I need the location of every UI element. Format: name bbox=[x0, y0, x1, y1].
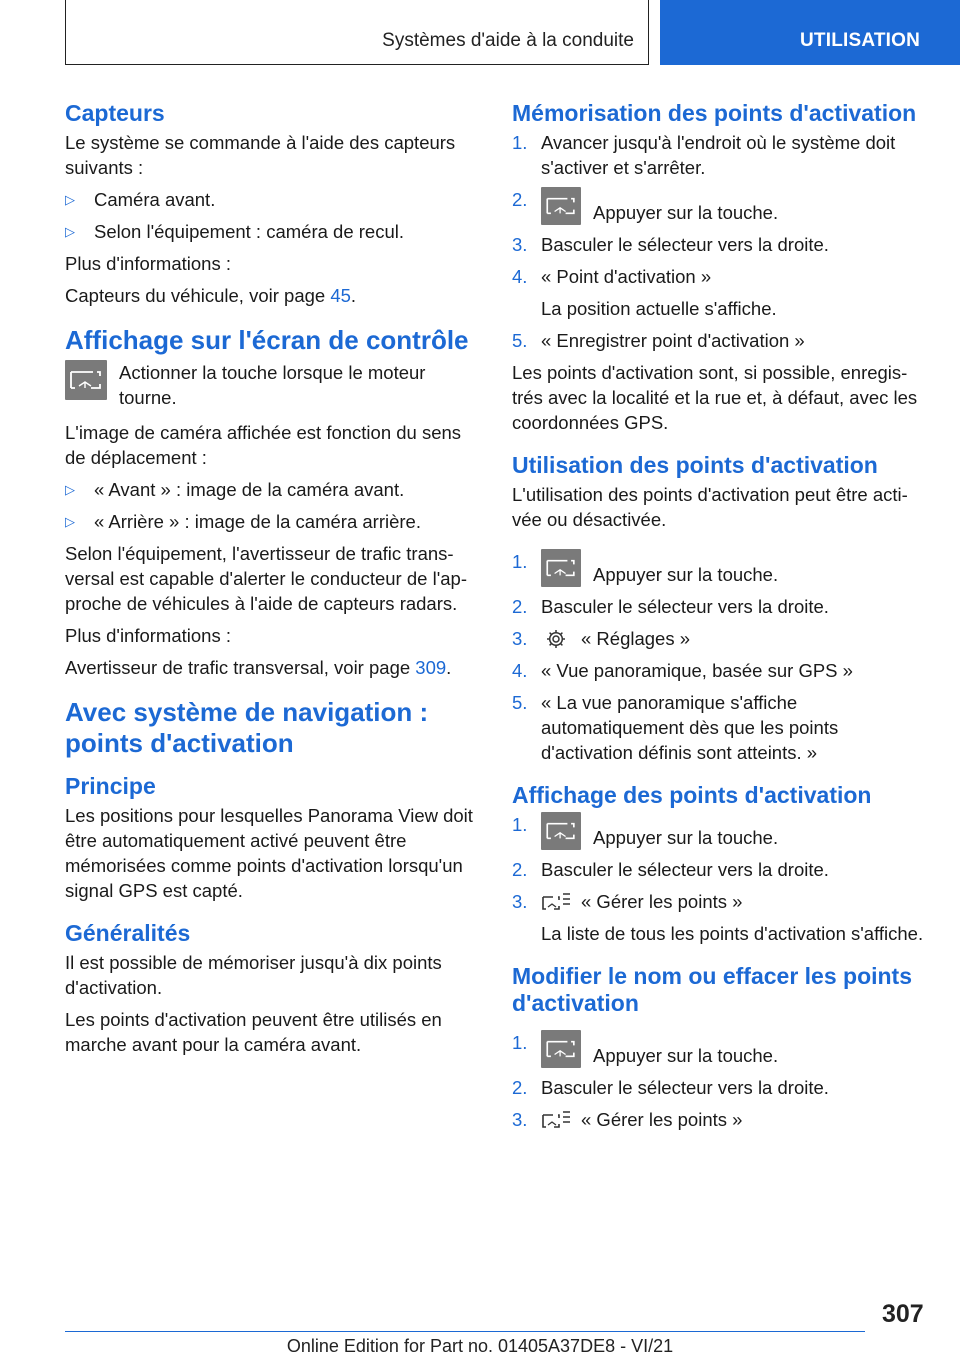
camera-button-icon bbox=[541, 1030, 581, 1068]
step-text: Basculer le sélecteur vers la droite. bbox=[541, 596, 829, 617]
step-number: 4. bbox=[512, 266, 528, 287]
right-column bbox=[512, 100, 930, 1139]
page-link-309[interactable]: 309 bbox=[415, 657, 447, 678]
generalites-p2: Les points d'activation peuvent être utilisés en marche avant pour la caméra avant. bbox=[65, 1009, 442, 1055]
capteurs-bullet bbox=[65, 219, 483, 244]
affichage-points-title: Affichage des points d'activation bbox=[512, 782, 872, 808]
step bbox=[512, 626, 930, 651]
header-chapter-title: UTILISATION bbox=[800, 30, 921, 51]
header-chapter-tab bbox=[660, 0, 960, 65]
memorisation-title: Mémorisation des points d'activation bbox=[512, 100, 917, 126]
affichage-reference bbox=[65, 655, 483, 680]
modifier-title: Modifier le nom ou effacer les points d'activation bbox=[512, 963, 913, 1016]
step-text: Avancer jusqu'à l'endroit où le système doit s'activer et s'arrêter. bbox=[541, 132, 896, 178]
capteurs-bullet bbox=[65, 187, 483, 212]
step bbox=[512, 1030, 930, 1068]
left-column bbox=[65, 100, 483, 1064]
step bbox=[512, 1075, 930, 1100]
reference-end: . bbox=[350, 285, 357, 306]
step-number: 1. bbox=[512, 551, 528, 572]
step-number: 2. bbox=[512, 189, 528, 210]
reference-text: Capteurs du véhicule, voir page bbox=[65, 285, 331, 306]
step bbox=[512, 658, 930, 683]
affichage-more: Plus d'informations : bbox=[65, 625, 231, 646]
utilisation-title: Utilisation des points d'activation bbox=[512, 452, 878, 478]
reference-end: . bbox=[446, 657, 452, 678]
utilisation-intro: L'utilisation des points d'activation peut être activée ou désactivée. bbox=[512, 484, 908, 530]
step bbox=[512, 232, 930, 257]
bullet-text: Selon l'équipement : caméra de recul. bbox=[94, 221, 404, 242]
header-section-title: Systèmes d'aide à la conduite bbox=[382, 30, 634, 51]
step bbox=[512, 264, 930, 289]
step-number: 1. bbox=[512, 1032, 528, 1053]
step bbox=[512, 889, 930, 914]
step-text: « Gérer les points » bbox=[581, 891, 743, 912]
affichage-p1: L'image de caméra affichée est fonction du sens de déplacement : bbox=[65, 422, 462, 468]
step-text: Basculer le sélecteur vers la droite. bbox=[541, 1077, 829, 1098]
camera-button-icon bbox=[541, 812, 581, 850]
step bbox=[512, 690, 930, 765]
step-text: « Vue panoramique, basée sur GPS » bbox=[541, 660, 853, 681]
page-link-45[interactable]: 45 bbox=[330, 285, 351, 306]
step-number: 3. bbox=[512, 891, 528, 912]
bullet-text: Caméra avant. bbox=[94, 189, 216, 210]
triangle-bullet-icon: ▷ bbox=[65, 482, 75, 497]
capteurs-reference bbox=[65, 283, 483, 308]
header-section-box bbox=[65, 0, 649, 65]
step-text: « La vue panoramique s'affiche automatiquement dès que les points d'activation définis sont atteints. » bbox=[541, 692, 839, 763]
principe-title: Principe bbox=[65, 773, 156, 799]
footer-edition: Online Edition for Part no. 01405A37DE8 - VI/21 bbox=[286, 1336, 674, 1356]
step bbox=[512, 594, 930, 619]
capteurs-intro: Le système se commande à l'aide des capteurs suivants : bbox=[65, 132, 456, 178]
step-text: Basculer le sélecteur vers la droite. bbox=[541, 859, 829, 880]
step bbox=[512, 857, 930, 882]
step-number: 3. bbox=[512, 1109, 528, 1130]
affichage-bullet bbox=[65, 477, 483, 502]
step-number: 2. bbox=[512, 1077, 528, 1098]
affichage-p2: Selon l'équipement, l'avertisseur de trafic transversal est capable d'alerter le conducteur de l'approche de véhicules à l'aide de capteurs radars. bbox=[65, 543, 467, 614]
step-number: 3. bbox=[512, 628, 528, 649]
step-text: « Gérer les points » bbox=[581, 1109, 743, 1130]
footer-divider bbox=[65, 1331, 865, 1332]
step-number: 1. bbox=[512, 132, 528, 153]
camera-button-icon bbox=[541, 549, 581, 587]
affichage-key-text: Actionner la touche lorsque le moteur tourne. bbox=[119, 362, 426, 408]
gear-icon bbox=[541, 628, 571, 650]
step-text: Appuyer sur la touche. bbox=[593, 564, 779, 585]
step-text: Basculer le sélecteur vers la droite. bbox=[541, 234, 829, 255]
step-number: 5. bbox=[512, 330, 528, 351]
navigation-title: Avec système de navigation : points d'activation bbox=[65, 697, 429, 758]
step-number: 4. bbox=[512, 660, 528, 681]
step-subtext: La liste de tous les points d'activation s'affiche. bbox=[541, 923, 924, 944]
memorisation-note: Les points d'activation sont, si possible, enregistrés avec la localité et la rue et, à défaut, avec les coordonnées GPS. bbox=[512, 362, 918, 433]
affichage-bullet bbox=[65, 509, 483, 534]
bullet-text: « Arrière » : image de la caméra arrière. bbox=[94, 511, 421, 532]
step-text: Appuyer sur la touche. bbox=[593, 827, 779, 848]
manage-points-icon bbox=[541, 891, 571, 913]
affichage-key-instruction bbox=[65, 360, 483, 410]
bullet-text: « Avant » : image de la caméra avant. bbox=[94, 479, 405, 500]
step bbox=[512, 549, 930, 587]
principe-text: Les positions pour lesquelles Panorama View doit être automatiquement activé peuvent être mémorisées comme points d'activation lorsqu'un signal GPS est capté. bbox=[65, 805, 473, 901]
affichage-title: Affichage sur l'écran de contrôle bbox=[65, 325, 469, 355]
capteurs-more: Plus d'informations : bbox=[65, 253, 231, 274]
step-number: 5. bbox=[512, 692, 528, 713]
page-number: 307 bbox=[882, 1300, 924, 1328]
triangle-bullet-icon: ▷ bbox=[65, 224, 75, 239]
step bbox=[512, 1107, 930, 1132]
camera-button-icon bbox=[541, 187, 581, 225]
step-text: « Point d'activation » bbox=[541, 266, 712, 287]
step bbox=[512, 328, 930, 353]
capteurs-title: Capteurs bbox=[65, 100, 165, 126]
step-subtext: La position actuelle s'affiche. bbox=[541, 298, 777, 319]
step-number: 1. bbox=[512, 814, 528, 835]
step-text: « Réglages » bbox=[581, 628, 691, 649]
triangle-bullet-icon: ▷ bbox=[65, 514, 75, 529]
generalites-p1: Il est possible de mémoriser jusqu'à dix points d'activation. bbox=[65, 952, 442, 998]
step bbox=[512, 130, 930, 180]
step bbox=[512, 812, 930, 850]
step-text: Appuyer sur la touche. bbox=[593, 1045, 779, 1066]
generalites-title: Généralités bbox=[65, 920, 191, 946]
camera-button-icon bbox=[65, 360, 107, 400]
triangle-bullet-icon: ▷ bbox=[65, 192, 75, 207]
step-number: 2. bbox=[512, 596, 528, 617]
step-number: 3. bbox=[512, 234, 528, 255]
reference-text: Avertisseur de trafic transversal, voir page bbox=[65, 657, 416, 678]
step bbox=[512, 187, 930, 225]
manage-points-icon bbox=[541, 1109, 571, 1131]
step-text: Appuyer sur la touche. bbox=[593, 202, 779, 223]
step-text: « Enregistrer point d'activation » bbox=[541, 330, 805, 351]
step-number: 2. bbox=[512, 859, 528, 880]
